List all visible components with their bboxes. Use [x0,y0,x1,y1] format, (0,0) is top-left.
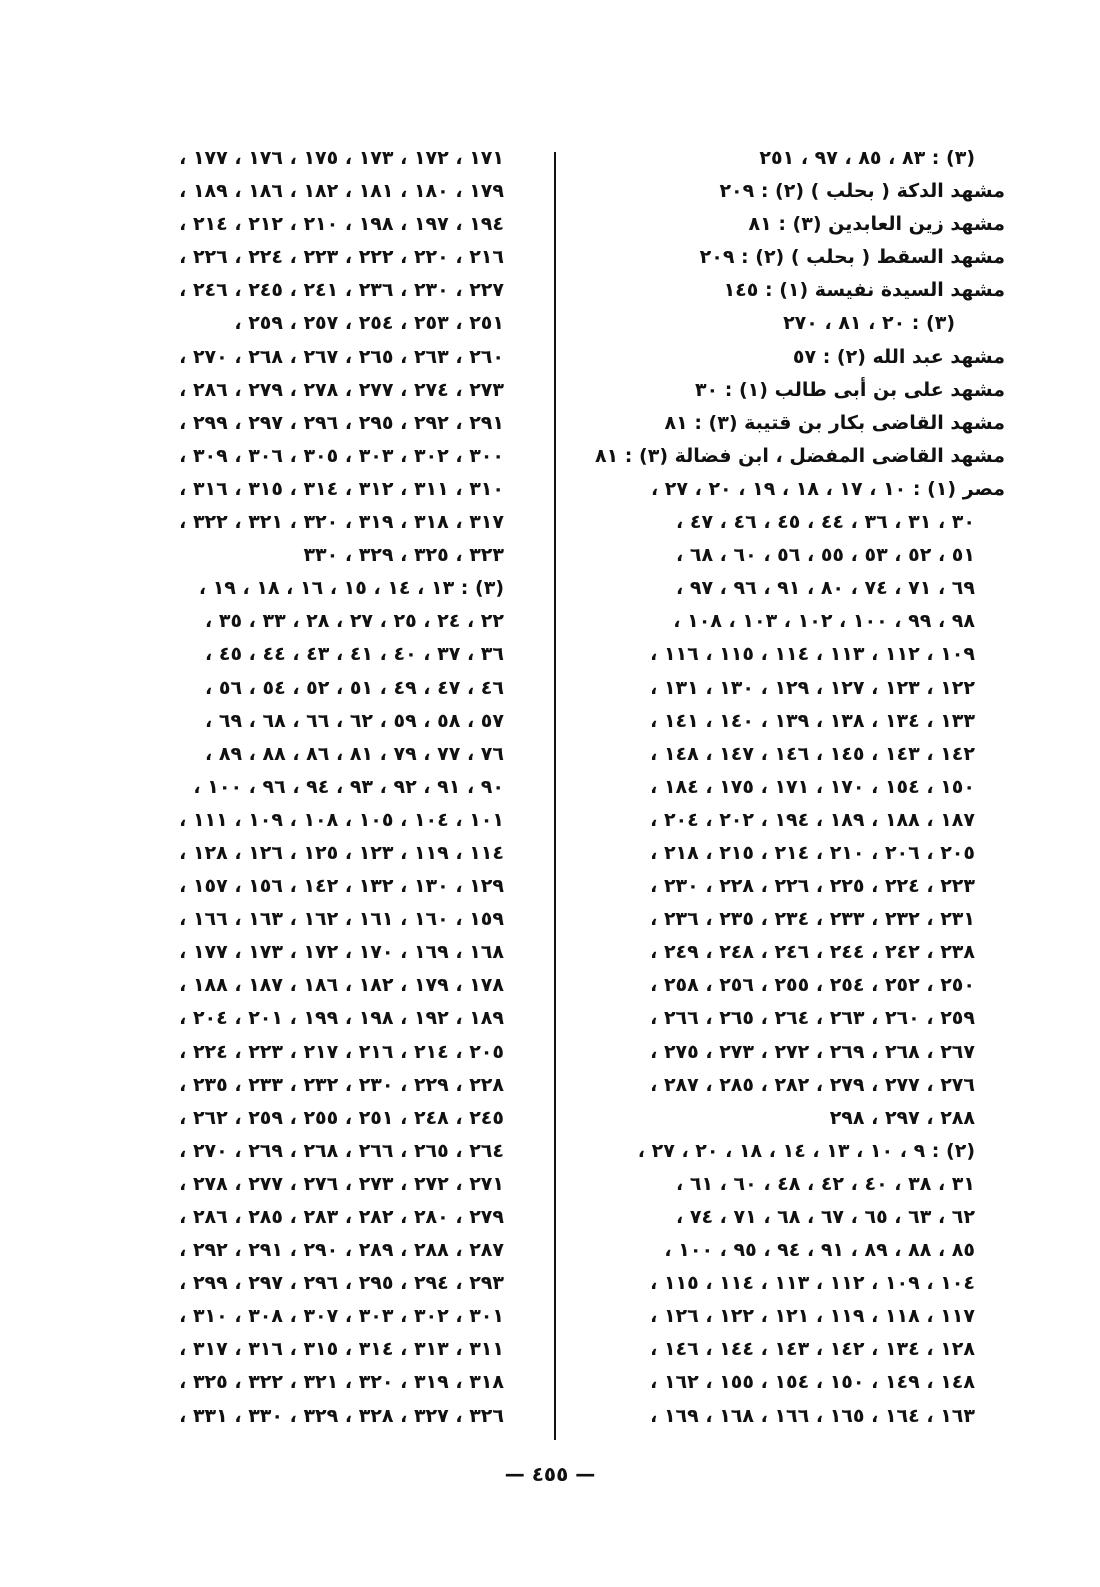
index-line: ٥١ ، ٥٢ ، ٥٣ ، ٥٥ ، ٥٦ ، ٦٠ ، ٦٨ ، [676,544,975,567]
index-line: ٢٢٣ ، ٢٢٤ ، ٢٢٥ ، ٢٢٦ ، ٢٢٨ ، ٢٣٠ ، [650,875,975,898]
index-line: ١٤٢ ، ١٤٣ ، ١٤٥ ، ١٤٦ ، ١٤٧ ، ١٤٨ ، [650,742,975,765]
index-line: ٢٢٨ ، ٢٢٩ ، ٢٣٠ ، ٢٣٢ ، ٢٣٣ ، ٢٣٥ ، [179,1073,504,1096]
index-line: ٢٩٣ ، ٢٩٤ ، ٢٩٥ ، ٢٩٦ ، ٢٩٧ ، ٢٩٩ ، [179,1272,504,1295]
index-line: ٢٢ ، ٢٤ ، ٢٥ ، ٢٧ ، ٢٨ ، ٣٣ ، ٣٥ ، [205,610,504,633]
index-line: مشهد عبد الله (٢) : ٥٧ [792,345,1005,368]
index-line: ٢٣٨ ، ٢٤٢ ، ٢٤٤ ، ٢٤٦ ، ٢٤٨ ، ٢٤٩ ، [650,941,975,964]
index-line: ٢٨٧ ، ٢٨٨ ، ٢٨٩ ، ٢٩٠ ، ٢٩١ ، ٢٩٢ ، [179,1239,504,1262]
index-line: مشهد القاضى بكار بن قتيبة (٣) : ٨١ [664,411,1005,434]
index-line: ٢٧٦ ، ٢٧٧ ، ٢٧٩ ، ٢٨٢ ، ٢٨٥ ، ٢٨٧ ، [650,1073,975,1096]
index-line: ٢٥١ ، ٢٥٣ ، ٢٥٤ ، ٢٥٧ ، ٢٥٩ ، [234,312,504,335]
index-line: ٢٨٨ ، ٢٩٧ ، ٢٩٨ [829,1106,975,1129]
index-line: مشهد السيدة نفيسة (١) : ١٤٥ [723,279,1005,302]
index-line: ٣١ ، ٣٨ ، ٤٠ ، ٤٢ ، ٤٨ ، ٦٠ ، ٦١ ، [676,1172,975,1195]
index-line: (٢) : ٩ ، ١٠ ، ١٣ ، ١٤ ، ١٨ ، ٢٠ ، ٢٧ ، [637,1139,975,1162]
index-line: مشهد زين العابدين (٣) : ٨١ [748,213,1005,236]
index-line: ٤٦ ، ٤٧ ، ٤٩ ، ٥١ ، ٥٢ ، ٥٤ ، ٥٦ ، [205,676,504,699]
index-line: ٩٠ ، ٩١ ، ٩٢ ، ٩٣ ، ٩٤ ، ٩٦ ، ١٠٠ ، [193,775,504,798]
index-line: (٣) : ٢٠ ، ٨١ ، ٢٧٠ [783,312,955,335]
index-line: (٣) : ٨٣ ، ٨٥ ، ٩٧ ، ٢٥١ [759,147,975,169]
index-line: ١١٧ ، ١١٨ ، ١١٩ ، ١٢١ ، ١٢٢ ، ١٢٦ ، [650,1305,975,1328]
index-line: ٣١٨ ، ٣١٩ ، ٣٢٠ ، ٣٢١ ، ٣٢٢ ، ٣٢٥ ، [179,1371,504,1394]
index-line: ٢١٦ ، ٢٢٠ ، ٢٢٢ ، ٢٢٣ ، ٢٢٤ ، ٢٢٦ ، [179,246,504,269]
index-line: ١٥٠ ، ١٥٤ ، ١٧٠ ، ١٧١ ، ١٧٥ ، ١٨٤ ، [650,775,975,798]
index-line: ٣١٧ ، ٣١٨ ، ٣١٩ ، ٣٢٠ ، ٣٢١ ، ٣٢٢ ، [179,511,504,534]
index-line: ٣٢٦ ، ٣٢٧ ، ٣٢٨ ، ٣٢٩ ، ٣٣٠ ، ٣٣١ ، [179,1404,504,1427]
index-line: ٢٦٠ ، ٢٦٣ ، ٢٦٥ ، ٢٦٧ ، ٢٦٨ ، ٢٧٠ ، [179,345,504,368]
index-line: ٢٦٤ ، ٢٦٥ ، ٢٦٦ ، ٢٦٨ ، ٢٦٩ ، ٢٧٠ ، [179,1139,504,1162]
left-index-column [104,142,504,1433]
index-line: ١٢٩ ، ١٣٠ ، ١٣٢ ، ١٤٢ ، ١٥٦ ، ١٥٧ ، [179,875,504,898]
index-line: ١٧١ ، ١٧٢ ، ١٧٣ ، ١٧٥ ، ١٧٦ ، ١٧٧ ، [179,147,504,169]
index-line: ١٠٤ ، ١٠٩ ، ١١٢ ، ١١٣ ، ١١٤ ، ١١٥ ، [650,1272,975,1295]
index-line: ١٦٣ ، ١٦٤ ، ١٦٥ ، ١٦٦ ، ١٦٨ ، ١٦٩ ، [650,1404,975,1427]
index-line: ١٥٩ ، ١٦٠ ، ١٦١ ، ١٦٢ ، ١٦٣ ، ١٦٦ ، [179,908,504,931]
index-line: ١٧٨ ، ١٧٩ ، ١٨٢ ، ١٨٦ ، ١٨٧ ، ١٨٨ ، [179,974,504,997]
index-line: ٢٦٧ ، ٢٦٨ ، ٢٦٩ ، ٢٧٢ ، ٢٧٣ ، ٢٧٥ ، [650,1040,975,1063]
index-line: ١٩٤ ، ١٩٧ ، ١٩٨ ، ٢١٠ ، ٢١٢ ، ٢١٤ ، [179,213,504,236]
index-line: ١٨٧ ، ١٨٨ ، ١٨٩ ، ١٩٤ ، ٢٠٢ ، ٢٠٤ ، [650,808,975,831]
index-line: مشهد الدكة ( بحلب ) (٢) : ٢٠٩ [719,180,1005,203]
index-line: ٨٥ ، ٨٨ ، ٨٩ ، ٩١ ، ٩٤ ، ٩٥ ، ١٠٠ ، [664,1239,975,1262]
index-line: ١٤٨ ، ١٤٩ ، ١٥٠ ، ١٥٤ ، ١٥٥ ، ١٦٢ ، [650,1371,975,1394]
index-line: ١٣٣ ، ١٣٤ ، ١٣٨ ، ١٣٩ ، ١٤٠ ، ١٤١ ، [650,709,975,732]
index-line: ٣١٠ ، ٣١١ ، ٣١٢ ، ٣١٤ ، ٣١٥ ، ٣١٦ ، [179,477,504,500]
index-line: ٦٩ ، ٧١ ، ٧٤ ، ٨٠ ، ٩١ ، ٩٦ ، ٩٧ ، [676,577,975,600]
index-line: ٢٩١ ، ٢٩٢ ، ٢٩٥ ، ٢٩٦ ، ٢٩٧ ، ٢٩٩ ، [179,411,504,434]
index-line: مصر (١) : ١٠ ، ١٧ ، ١٨ ، ١٩ ، ٢٠ ، ٢٧ ، [650,477,1005,500]
index-line: مشهد السقط ( بحلب ) (٢) : ٢٠٩ [699,246,1005,269]
index-line: ٣٦ ، ٣٧ ، ٤٠ ، ٤١ ، ٤٣ ، ٤٤ ، ٤٥ ، [205,643,504,666]
column-divider [554,152,556,1440]
index-line: ١٦٨ ، ١٦٩ ، ١٧٠ ، ١٧٢ ، ١٧٣ ، ١٧٧ ، [179,941,504,964]
index-line: ٥٧ ، ٥٨ ، ٥٩ ، ٦٢ ، ٦٦ ، ٦٨ ، ٦٩ ، [205,709,504,732]
index-line: ١١٤ ، ١١٩ ، ١٢٣ ، ١٢٥ ، ١٢٦ ، ١٢٨ ، [179,841,504,864]
index-line: ٢٧٩ ، ٢٨٠ ، ٢٨٢ ، ٢٨٣ ، ٢٨٥ ، ٢٨٦ ، [179,1206,504,1228]
index-line: ٧٦ ، ٧٧ ، ٧٩ ، ٨١ ، ٨٦ ، ٨٨ ، ٨٩ ، [205,742,504,765]
index-line: ٢٠٥ ، ٢١٤ ، ٢١٦ ، ٢١٧ ، ٢٢٣ ، ٢٢٤ ، [179,1040,504,1063]
index-line: ١٨٩ ، ١٩٢ ، ١٩٨ ، ١٩٩ ، ٢٠١ ، ٢٠٤ ، [179,1007,504,1030]
index-line: ١٢٨ ، ١٣٤ ، ١٤٢ ، ١٤٣ ، ١٤٤ ، ١٤٦ ، [650,1338,975,1361]
page-number: — ٤٥٥ — [504,1462,596,1486]
index-line: ٢٥٩ ، ٢٦٠ ، ٢٦٣ ، ٢٦٤ ، ٢٦٥ ، ٢٦٦ ، [650,1007,975,1030]
index-line: ١٠١ ، ١٠٤ ، ١٠٥ ، ١٠٨ ، ١٠٩ ، ١١١ ، [179,808,504,831]
index-line: مشهد على بن أبى طالب (١) : ٣٠ [694,378,1005,401]
index-line: ١٧٩ ، ١٨٠ ، ١٨١ ، ١٨٢ ، ١٨٦ ، ١٨٩ ، [179,180,504,203]
index-line: ٢٢٧ ، ٢٣٠ ، ٢٣٦ ، ٢٤١ ، ٢٤٥ ، ٢٤٦ ، [179,279,504,302]
index-line: ١٠٩ ، ١١٢ ، ١١٣ ، ١١٤ ، ١١٥ ، ١١٦ ، [650,643,975,666]
index-line: ٩٨ ، ٩٩ ، ١٠٠ ، ١٠٢ ، ١٠٣ ، ١٠٨ ، [673,610,975,633]
index-line: (٣) : ١٣ ، ١٤ ، ١٥ ، ١٦ ، ١٨ ، ١٩ ، [198,577,504,600]
index-line: ٣١١ ، ٣١٣ ، ٣١٤ ، ٣١٥ ، ٣١٦ ، ٣١٧ ، [179,1338,504,1361]
index-line: ٢٥٠ ، ٢٥٢ ، ٢٥٤ ، ٢٥٥ ، ٢٥٦ ، ٢٥٨ ، [650,974,975,997]
right-index-column [525,142,1005,1433]
index-line: ٢٧٣ ، ٢٧٤ ، ٢٧٧ ، ٢٧٨ ، ٢٧٩ ، ٢٨٦ ، [179,378,504,401]
index-line: ٢٤٥ ، ٢٤٨ ، ٢٥١ ، ٢٥٥ ، ٢٥٩ ، ٢٦٢ ، [179,1106,504,1129]
index-line: ٣٠١ ، ٣٠٢ ، ٣٠٣ ، ٣٠٧ ، ٣٠٨ ، ٣١٠ ، [179,1305,504,1328]
index-line: ٣٠٠ ، ٣٠٢ ، ٣٠٣ ، ٣٠٥ ، ٣٠٦ ، ٣٠٩ ، [179,444,504,467]
index-line: ٦٢ ، ٦٣ ، ٦٥ ، ٦٧ ، ٦٨ ، ٧١ ، ٧٤ ، [676,1206,975,1228]
index-line: ٣٢٣ ، ٣٢٥ ، ٣٢٩ ، ٣٣٠ [303,544,504,567]
index-line: مشهد القاضى المفضل ، ابن فضالة (٣) : ٨١ [594,444,1005,467]
index-line: ٣٠ ، ٣١ ، ٣٦ ، ٤٤ ، ٤٥ ، ٤٦ ، ٤٧ ، [676,511,975,534]
index-line: ٢٧١ ، ٢٧٢ ، ٢٧٣ ، ٢٧٦ ، ٢٧٧ ، ٢٧٨ ، [179,1172,504,1195]
index-line: ٢٣١ ، ٢٣٢ ، ٢٣٣ ، ٢٣٤ ، ٢٣٥ ، ٢٣٦ ، [650,908,975,931]
index-line: ١٢٢ ، ١٢٣ ، ١٢٧ ، ١٢٩ ، ١٣٠ ، ١٣١ ، [650,676,975,699]
index-line: ٢٠٥ ، ٢٠٦ ، ٢١٠ ، ٢١٤ ، ٢١٥ ، ٢١٨ ، [650,841,975,864]
